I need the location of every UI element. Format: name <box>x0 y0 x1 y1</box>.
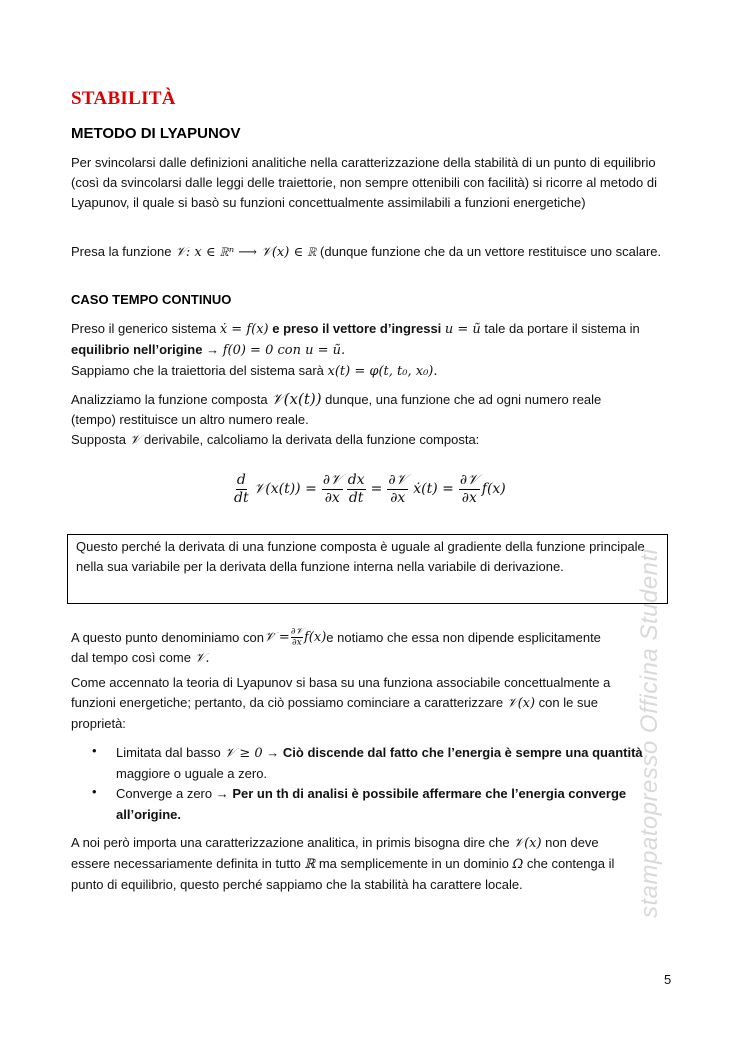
vdot-symbol: 𝒱̇ = <box>263 629 290 645</box>
watermark: stampatopresso Officina Studenti <box>636 548 663 918</box>
lyap-text-2: funzioni energetiche; pertanto, da ciò possiamo cominciare a caratterizzare <box>71 695 507 710</box>
frac-d-dt <box>234 472 249 507</box>
frac-den: ∂x <box>461 489 477 506</box>
composite-text-5: derivabile, calcoliamo la derivata della funzione composta: <box>140 432 480 447</box>
bullet-lead: Limitata dal basso <box>116 745 225 760</box>
intro-paragraph: Per svincolarsi dalle definizioni analitiche nella caratterizzazione della stabilità di un punto di equilibrio (così da svincolarsi dalle leggi delle traiettorie, non sempre ottenibili con facilità) si ricorre al metodo di Lyapunov, il quale si basò su funzioni concettualmente assimilabili a funzioni energetiche) <box>71 155 657 210</box>
vdot-text-1: A questo punto denominiamo con <box>71 629 264 645</box>
system-paragraph <box>71 319 671 382</box>
final-line-2 <box>71 854 671 875</box>
frac-den: dt <box>348 489 364 506</box>
note-box <box>67 534 668 604</box>
system-text-4: equilibrio nell’origine <box>71 342 207 357</box>
vdot-line-1 <box>71 627 671 648</box>
function-def-pre: Presa la funzione <box>71 244 176 259</box>
bullet-lead: Converge a zero <box>116 786 216 801</box>
system-text-2: e preso il vettore d’ingressi <box>268 321 445 336</box>
system-text-5: Sappiamo che la traiettoria del sistema sarà <box>71 363 328 378</box>
frac-den: ∂x <box>390 489 406 506</box>
eq-xdot: ẋ(t) = <box>413 481 454 497</box>
function-definition <box>71 242 671 263</box>
bullet-bold: Ciò discende dal fatto che l’energia è sempre una quantità <box>282 745 643 760</box>
subsection-heading: CASO TEMPO CONTINUO <box>71 292 232 307</box>
composite-line-2: (tempo) restituisce un altro numero reale. <box>71 412 309 427</box>
frac-den: ∂x <box>324 489 340 506</box>
final-line-3: punto di equilibrio, questo perché sappiamo che la stabilità ha carattere locale. <box>71 877 523 892</box>
frac-num: ∂𝒱 <box>290 627 303 637</box>
v-symbol: 𝒱 <box>129 433 141 448</box>
lyapunov-paragraph <box>71 673 671 734</box>
reals-symbol: ℝ <box>304 857 316 872</box>
final-line-1 <box>71 833 671 854</box>
vdot-paragraph <box>71 627 671 669</box>
vdot-text-3: dal tempo così come <box>71 650 195 665</box>
system-eq: ẋ = f(x) <box>219 322 269 337</box>
lyap-line-2 <box>71 693 671 714</box>
vx-symbol: 𝒱(x) <box>513 836 542 851</box>
final-paragraph <box>71 833 671 895</box>
frac-num: ∂𝒱 <box>459 471 479 488</box>
bullet-bold: Per un th di analisi è possibile affermare che l’energia converge <box>232 786 627 801</box>
vx-symbol: 𝒱(x) <box>506 696 536 711</box>
frac-dv-dx-3 <box>459 472 480 507</box>
frac-dv-dx <box>322 472 343 507</box>
final-text-3: essere necessariamente definita in tutto <box>71 856 305 871</box>
page-number: 5 <box>664 972 672 987</box>
list-item-line <box>116 743 676 764</box>
final-text-5: che contenga il <box>523 856 615 871</box>
list-item-line <box>116 784 676 805</box>
lyap-line-3: proprietà: <box>71 716 126 731</box>
arrow-icon: → <box>215 786 233 801</box>
composite-eq: 𝒱(x(t)) <box>271 390 322 408</box>
frac-den: dt <box>234 489 249 506</box>
function-def-math: 𝒱: x ∈ ℝⁿ ⟶ 𝒱(x) ∈ ℝ <box>175 245 317 260</box>
composite-paragraph <box>71 389 671 451</box>
section-heading: METODO DI LYAPUNOV <box>71 125 241 142</box>
system-text-1: Preso il generico sistema <box>71 321 220 336</box>
system-line-2 <box>71 340 671 361</box>
lyap-text-3: con le sue <box>535 695 598 710</box>
omega-symbol: Ω <box>512 857 524 872</box>
equilibrium-eq: f(0) = 0 con u = ũ. <box>222 343 346 358</box>
vdot-line-2 <box>71 648 671 669</box>
system-line-1 <box>71 319 671 340</box>
list-item-text <box>116 743 676 784</box>
derivative-equation <box>232 467 522 511</box>
trajectory-eq: x(t) = φ(t, t₀, x₀). <box>327 364 438 379</box>
composite-line-3 <box>71 430 671 451</box>
bullet-icon: • <box>92 743 97 758</box>
function-def-post: (dunque funzione che da un vettore restituisce uno scalare. <box>316 244 662 259</box>
final-text-1: A noi però importa una caratterizzazione analitica, in primis bisogna dire che <box>71 835 514 850</box>
bullet-icon: • <box>92 784 97 799</box>
vdot-text-2: e notiamo che essa non dipende esplicitamente <box>326 629 601 645</box>
frac-num: d <box>236 471 246 488</box>
frac-den: ∂x <box>292 638 302 648</box>
composite-text-2: dunque, una funzione che ad ogni numero reale <box>321 392 602 407</box>
frac-dv-dx-2 <box>387 472 408 507</box>
bullet-math: 𝒱 ≥ 0 <box>224 746 263 761</box>
eq-composite: 𝒱(x(t)) = <box>253 481 317 497</box>
lyap-line-1: Come accennato la teoria di Lyapunov si basa su una funziona associabile concettualmente a <box>71 675 611 690</box>
arrow-icon: → <box>206 342 220 357</box>
frac-num: ∂𝒱 <box>322 471 342 488</box>
frac-num: ∂𝒱 <box>388 471 408 488</box>
bullet-continuation: all’origine. <box>116 807 182 822</box>
eq-fx: f(x) <box>481 481 506 497</box>
vdot-fx: f(x) <box>303 629 327 645</box>
page-title: STABILITÀ <box>71 88 176 109</box>
eq-sign: = <box>370 481 383 497</box>
final-text-2: non deve <box>541 835 599 850</box>
frac-num: dx <box>347 471 365 488</box>
composite-line-1 <box>71 389 671 410</box>
arrow-icon: → <box>262 745 283 760</box>
list-item-text <box>116 784 676 825</box>
frac-dx-dt <box>347 472 366 507</box>
composite-text-4: Supposta <box>71 432 130 447</box>
final-text-4: ma semplicemente in un dominio <box>315 856 513 871</box>
composite-text-1: Analizziamo la funzione composta <box>71 392 272 407</box>
vdot-frac <box>291 627 303 648</box>
bullet-continuation: maggiore o uguale a zero. <box>116 766 268 781</box>
system-line-3 <box>71 361 671 382</box>
system-text-3: tale da portare il sistema in <box>480 321 640 336</box>
note-text: Questo perché la derivata di una funzione composta è uguale al gradiente della funzione principale nella sua variabile per la derivata della funzione interna nella variabile di derivazione. <box>76 539 645 574</box>
v-symbol: 𝒱. <box>194 651 210 666</box>
input-eq: u = ũ <box>444 322 481 337</box>
